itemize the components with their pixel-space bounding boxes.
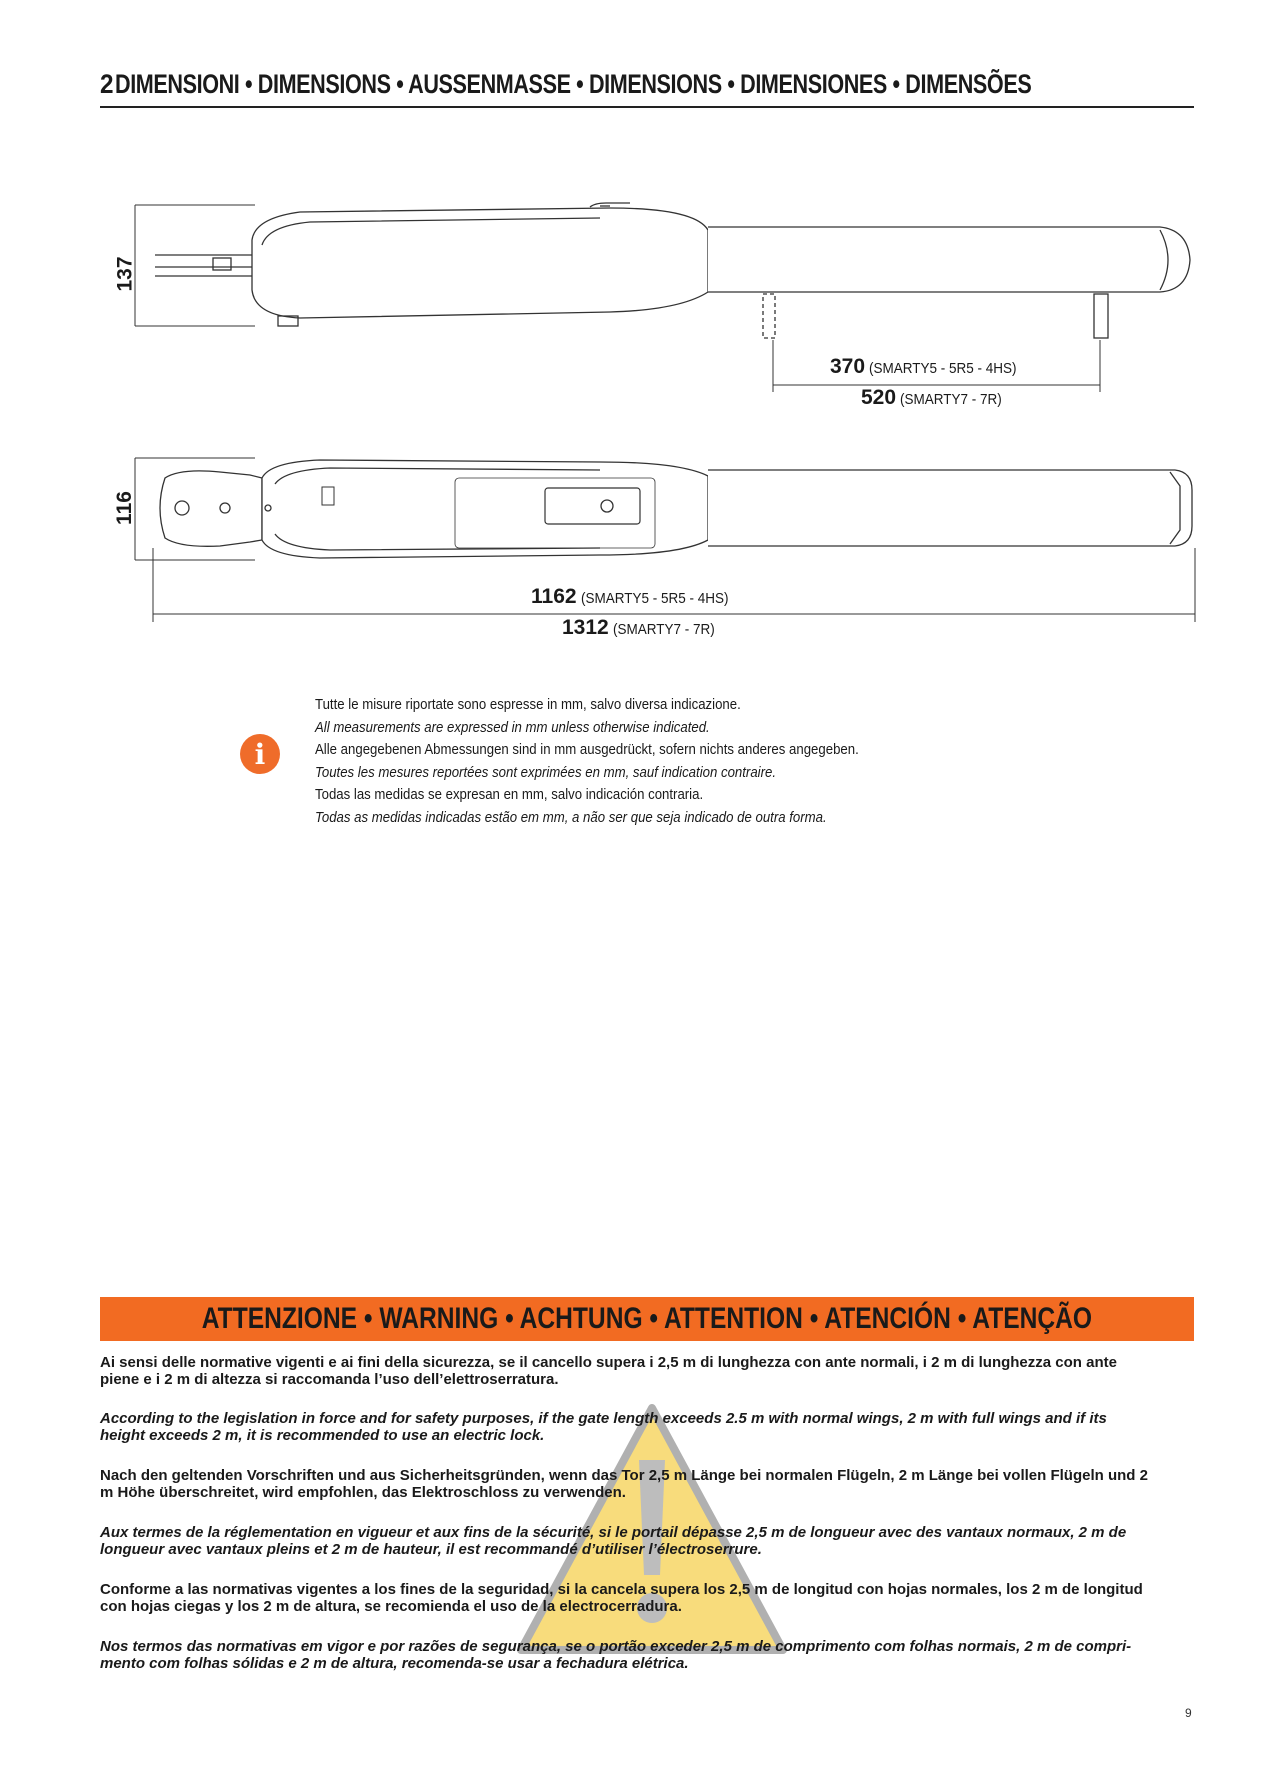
warning-line: Ai sensi delle normative vigenti e ai fini della sicurezza, se il cancello supera i 2,5 m di lunghezza con ante normali, i 2 m di lunghezza con ante	[100, 1354, 1117, 1371]
dimension-value: 370	[830, 355, 866, 378]
section-number: 2	[100, 68, 114, 99]
warning-banner	[100, 1297, 1194, 1341]
side-height-label: 137	[113, 256, 137, 292]
warning-line: longueur avec vantaux pleins et 2 m de hauteur, il est recommandé d’utiliser l’électroserrure.	[100, 1541, 762, 1558]
note-line-it: Tutte le misure riportate sono espresse in mm, salvo diversa indicazione.	[315, 696, 741, 713]
page-number: 9	[1185, 1706, 1192, 1720]
warning-paragraph-de	[100, 1467, 1194, 1501]
note-line-es: Todas las medidas se expresan en mm, salvo indicación contraria.	[315, 786, 704, 803]
bracket-dimension-2	[861, 386, 1013, 410]
length-dimension-1	[531, 585, 745, 609]
warning-line: Nach den geltenden Vorschriften und aus Sicherheitsgründen, wenn das Tor 2,5 m Länge bei normalen Flügeln, 2 m Länge bei vollen Flügeln und 2	[100, 1467, 1148, 1484]
section-title: DIMENSIONI • DIMENSIONS • AUSSENMASSE • DIMENSIONS • DIMENSIONES • DIMENSÕES	[115, 68, 1032, 99]
warning-paragraph-fr	[100, 1524, 1194, 1558]
warning-line: Conforme a las normativas vigentes a los fines de la seguridad, si la cancela supera los 2,5 m de longitud con hojas normales, los 2 m de longitud	[100, 1581, 1143, 1598]
warning-line: m Höhe überschreitet, wird empfohlen, das Elektroschloss zu verwenden.	[100, 1484, 626, 1501]
length-dimension-2	[562, 616, 726, 640]
warning-paragraph-en	[100, 1410, 1194, 1444]
top-height-label: 116	[112, 491, 136, 525]
dimension-value: 1162	[531, 585, 577, 608]
bracket-dimension-1	[830, 355, 1033, 379]
warning-line: Aux termes de la réglementation en vigueur et aux fins de la sécurité, si le portail dépasse 2,5 m de longueur avec des vantaux normaux, 2 m de	[100, 1524, 1127, 1541]
note-line-de: Alle angegebenen Abmessungen sind in mm ausgedrückt, sofern nichts anderes angegeben.	[315, 741, 859, 758]
note-line-en: All measurements are expressed in mm unless otherwise indicated.	[315, 718, 710, 736]
warning-line: Nos termos das normativas em vigor e por razões de segurança, se o portão exceder 2,5 m de comprimento com folhas normais, 2 m de compri-	[100, 1638, 1132, 1655]
warning-line: con hojas ciegas y los 2 m de altura, se recomienda el uso de la electrocerradura.	[100, 1598, 682, 1615]
dimension-value: 520	[861, 386, 897, 409]
warning-paragraph-it	[100, 1354, 1194, 1388]
info-icon: i	[240, 734, 280, 774]
warning-paragraph-pt	[100, 1638, 1194, 1672]
dimension-note: (SMARTY5 - 5R5 - 4HS)	[580, 590, 729, 607]
measurement-note	[315, 694, 933, 829]
warning-line: height exceeds 2 m, it is recommended to use an electric lock.	[100, 1427, 545, 1444]
dimension-note: (SMARTY5 - 5R5 - 4HS)	[869, 360, 1017, 377]
warning-line: According to the legislation in force and for safety purposes, if the gate length exceeds 2.5 m with normal wings, 2 m with full wings and if its	[100, 1410, 1107, 1427]
note-line-fr: Toutes les mesures reportées sont exprimées en mm, sauf indication contraire.	[315, 763, 776, 781]
note-line-pt: Todas as medidas indicadas estão em mm, a não ser que seja indicado de outra forma.	[315, 808, 827, 826]
dimension-note: (SMARTY7 - 7R)	[612, 621, 715, 638]
dimension-note: (SMARTY7 - 7R)	[900, 391, 1002, 408]
warning-title: ATTENZIONE • WARNING • ACHTUNG • ATTENTION • ATENCIÓN • ATENÇÃO	[201, 1302, 1093, 1335]
warning-paragraph-es	[100, 1581, 1194, 1615]
warning-line: piene e i 2 m di altezza si raccomanda l’uso dell’elettroserratura.	[100, 1371, 559, 1388]
dimension-value: 1312	[562, 616, 609, 639]
warning-line: mento com folhas sólidas e 2 m de altura, recomenda-se usar a fechadura elétrica.	[100, 1655, 689, 1672]
